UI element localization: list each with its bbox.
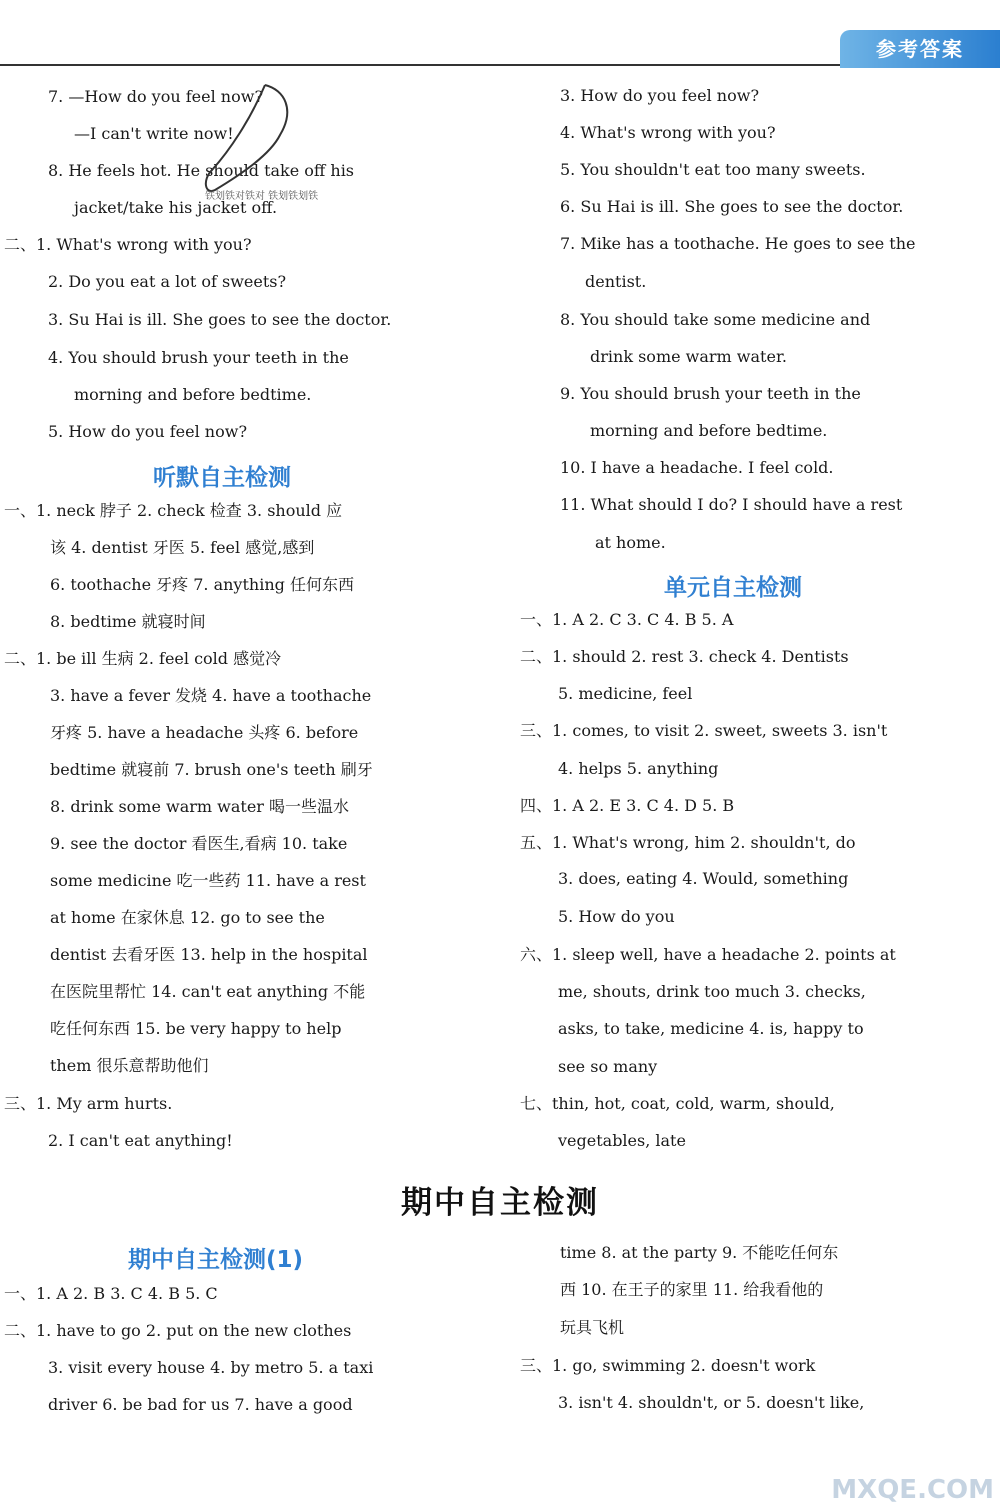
text-line: 三、1. My arm hurts.	[4, 1094, 173, 1113]
text-line: 8. bedtime 就寝时间	[50, 612, 206, 631]
watermark-logo: MXQE.COM	[831, 1475, 994, 1505]
text-line: —I can't write now!	[74, 124, 234, 143]
text-line: 牙疼 5. have a headache 头疼 6. before	[50, 723, 359, 742]
text-line: morning and before bedtime.	[74, 385, 312, 404]
text-line: jacket/take his jacket off.	[74, 198, 278, 217]
text-line: 3. visit every house 4. by metro 5. a taxi	[48, 1358, 374, 1377]
text-line: 8. drink some warm water 喝一些温水	[50, 797, 350, 816]
text-line: 9. see the doctor 看医生,看病 10. take	[50, 834, 348, 853]
text-line: 3. Su Hai is ill. She goes to see the doctor.	[48, 310, 392, 329]
text-line: 三、1. comes, to visit 2. sweet, sweets 3. isn't	[520, 721, 888, 740]
text-line: 4. helps 5. anything	[558, 759, 719, 778]
text-line: bedtime 就寝前 7. brush one's teeth 刷牙	[50, 760, 373, 779]
text-line: 4. You should brush your teeth in the	[48, 348, 349, 367]
text-line: 7. —How do you feel now?	[48, 87, 264, 106]
text-line: 4. What's wrong with you?	[560, 123, 776, 142]
text-line: 西 10. 在王子的家里 11. 给我看他的	[560, 1280, 824, 1299]
text-line: 7. Mike has a toothache. He goes to see the	[560, 234, 916, 253]
text-line: 该 4. dentist 牙医 5. feel 感觉,感到	[50, 538, 315, 557]
text-line: dentist 去看牙医 13. help in the hospital	[50, 945, 368, 964]
text-line: 3. does, eating 4. Would, something	[558, 869, 849, 888]
text-line: some medicine 吃一些药 11. have a rest	[50, 871, 366, 890]
text-line: 8. He feels hot. He should take off his	[48, 161, 355, 180]
text-line: 6. Su Hai is ill. She goes to see the doctor.	[560, 197, 904, 216]
section-heading: 期中自主检测(1)	[128, 1247, 304, 1273]
text-line: dentist.	[585, 272, 647, 291]
text-line: driver 6. be bad for us 7. have a good	[48, 1395, 353, 1414]
answer-key-tab: 参考答案	[840, 30, 1000, 68]
text-line: 5. You shouldn't eat too many sweets.	[560, 160, 866, 179]
text-line: 11. What should I do? I should have a rest	[560, 495, 903, 514]
text-line: 3. isn't 4. shouldn't, or 5. doesn't like,	[558, 1393, 865, 1412]
text-line: 在医院里帮忙 14. can't eat anything 不能	[50, 982, 366, 1001]
header-rule	[0, 64, 880, 66]
text-line: 三、1. go, swimming 2. doesn't work	[520, 1356, 816, 1375]
text-line: vegetables, late	[558, 1131, 686, 1150]
text-line: 二、1. have to go 2. put on the new clothes	[4, 1321, 352, 1340]
text-line: 3. have a fever 发烧 4. have a toothache	[50, 686, 372, 705]
text-line: 四、1. A 2. E 3. C 4. D 5. B	[520, 796, 735, 815]
text-line: 六、1. sleep well, have a headache 2. points at	[520, 945, 896, 964]
text-line: them 很乐意帮助他们	[50, 1056, 209, 1075]
text-line: 8. You should take some medicine and	[560, 310, 871, 329]
text-line: 一、1. A 2. B 3. C 4. B 5. C	[4, 1284, 218, 1303]
text-line: me, shouts, drink too much 3. checks,	[558, 982, 866, 1001]
text-line: 七、thin, hot, coat, cold, warm, should,	[520, 1094, 835, 1113]
page-section-title: 期中自主检测	[401, 1185, 599, 1221]
text-line: 二、1. should 2. rest 3. check 4. Dentists	[520, 647, 849, 666]
text-line: 吃任何东西 15. be very happy to help	[50, 1019, 342, 1038]
text-line: at home 在家休息 12. go to see the	[50, 908, 325, 927]
section-heading: 听默自主检测	[153, 465, 291, 491]
text-line: 二、1. be ill 生病 2. feel cold 感觉冷	[4, 649, 282, 668]
text-line: time 8. at the party 9. 不能吃任何东	[560, 1243, 839, 1262]
text-line: 2. Do you eat a lot of sweets?	[48, 272, 287, 291]
text-line: 五、1. What's wrong, him 2. shouldn't, do	[520, 833, 856, 852]
text-line: 一、1. A 2. C 3. C 4. B 5. A	[520, 610, 734, 629]
section-heading: 单元自主检测	[664, 575, 802, 601]
text-line: 玩具飞机	[560, 1318, 625, 1337]
text-line: asks, to take, medicine 4. is, happy to	[558, 1019, 864, 1038]
handwriting-scribble	[190, 80, 310, 230]
text-line: 5. How do you feel now?	[48, 422, 248, 441]
text-line: 9. You should brush your teeth in the	[560, 384, 861, 403]
text-line: 3. How do you feel now?	[560, 86, 760, 105]
handwritten-note: 铁划铁对铁对 铁划铁划铁	[205, 191, 319, 202]
text-line: 5. How do you	[558, 907, 675, 926]
text-line: see so many	[558, 1057, 658, 1076]
text-line: 二、1. What's wrong with you?	[4, 235, 252, 254]
text-line: 5. medicine, feel	[558, 684, 693, 703]
text-line: at home.	[595, 533, 666, 552]
text-line: 10. I have a headache. I feel cold.	[560, 458, 834, 477]
text-line: 6. toothache 牙疼 7. anything 任何东西	[50, 575, 354, 594]
text-line: drink some warm water.	[590, 347, 787, 366]
text-line: 2. I can't eat anything!	[48, 1131, 233, 1150]
text-line: morning and before bedtime.	[590, 421, 828, 440]
text-line: 一、1. neck 脖子 2. check 检查 3. should 应	[4, 501, 343, 520]
